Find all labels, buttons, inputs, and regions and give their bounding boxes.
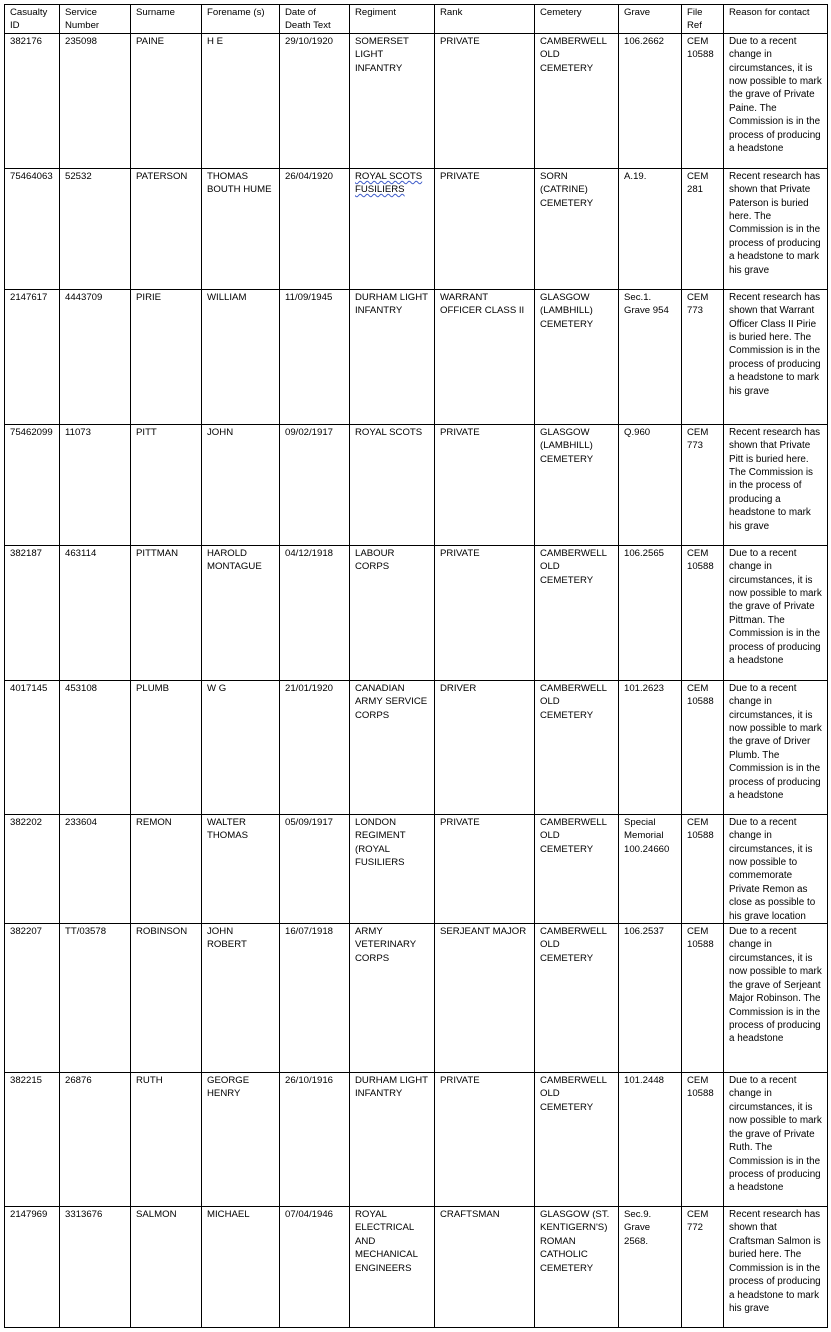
reason-cell: Recent research has shown that Craftsman Salmon is buried here. The Commission is in the process of producing a headstone to mark his grave — [724, 1207, 828, 1328]
grave-cell: Q.960 — [619, 424, 682, 545]
cemetery-cell: GLASGOW (LAMBHILL) CEMETERY — [535, 424, 619, 545]
grave-cell: 101.2448 — [619, 1073, 682, 1207]
table-row — [5, 680, 828, 814]
table-row — [5, 168, 828, 289]
header-surname: Surname — [131, 5, 202, 34]
header-casualty-id: Casualty ID — [5, 5, 60, 34]
rank-cell: DRIVER — [435, 680, 535, 814]
table-row — [5, 545, 828, 680]
reason-cell: Recent research has shown that Private Pitt is buried here. The Commission is in the process of producing a headstone to mark his grave — [724, 424, 828, 545]
file-ref-cell: CEM 10588 — [682, 33, 724, 168]
surname-cell: SALMON — [131, 1207, 202, 1328]
date-cell: 21/01/1920 — [280, 680, 350, 814]
regiment-cell — [350, 168, 435, 289]
rank-cell: SERJEANT MAJOR — [435, 924, 535, 1073]
date-cell: 07/04/1946 — [280, 1207, 350, 1328]
surname-cell: PITT — [131, 424, 202, 545]
forename-cell: GEORGE HENRY — [202, 1073, 280, 1207]
table-row — [5, 1207, 828, 1328]
surname-cell: RUTH — [131, 1073, 202, 1207]
reason-cell: Recent research has shown that Warrant Officer Class II Pirie is buried here. The Commission is in the process of producing a headstone to mark his grave — [724, 289, 828, 424]
header-grave: Grave — [619, 5, 682, 34]
regiment-text: ROYAL SCOTS FUSILIERS — [355, 170, 423, 196]
forename-cell: H E — [202, 33, 280, 168]
header-rank: Rank — [435, 5, 535, 34]
grave-cell: Sec.1. Grave 954 — [619, 289, 682, 424]
rank-cell: CRAFTSMAN — [435, 1207, 535, 1328]
regiment-cell: LABOUR CORPS — [350, 545, 435, 680]
date-cell: 29/10/1920 — [280, 33, 350, 168]
surname-cell: PLUMB — [131, 680, 202, 814]
service-number-cell: 3313676 — [60, 1207, 131, 1328]
regiment-cell: DURHAM LIGHT INFANTRY — [350, 1073, 435, 1207]
service-number-cell: TT/03578 — [60, 924, 131, 1073]
forename-cell: WALTER THOMAS — [202, 814, 280, 923]
regiment-cell: SOMERSET LIGHT INFANTRY — [350, 33, 435, 168]
file-ref-cell: CEM 773 — [682, 289, 724, 424]
reason-cell: Due to a recent change in circumstances, it is now possible to mark the grave of Private Ruth. The Commission is in the process of producing a headstone — [724, 1073, 828, 1207]
date-cell: 09/02/1917 — [280, 424, 350, 545]
header-service-number: Service Number — [60, 5, 131, 34]
file-ref-cell: CEM 773 — [682, 424, 724, 545]
grave-cell: A.19. — [619, 168, 682, 289]
cemetery-cell: CAMBERWELL OLD CEMETERY — [535, 814, 619, 923]
surname-cell: PAINE — [131, 33, 202, 168]
casualty-id-cell: 382176 — [5, 33, 60, 168]
casualty-id-cell: 75464063 — [5, 168, 60, 289]
grave-cell: 106.2565 — [619, 545, 682, 680]
header-reason-for-contact: Reason for contact — [724, 5, 828, 34]
regiment-cell: DURHAM LIGHT INFANTRY — [350, 289, 435, 424]
casualty-table — [4, 4, 828, 1328]
cemetery-cell: GLASGOW (ST. KENTIGERN'S) ROMAN CATHOLIC CEMETERY — [535, 1207, 619, 1328]
forename-cell: HAROLD MONTAGUE — [202, 545, 280, 680]
header-forename: Forename (s) — [202, 5, 280, 34]
cemetery-cell: GLASGOW (LAMBHILL) CEMETERY — [535, 289, 619, 424]
date-cell: 05/09/1917 — [280, 814, 350, 923]
rank-cell: PRIVATE — [435, 168, 535, 289]
grave-cell: 101.2623 — [619, 680, 682, 814]
header-row — [5, 5, 828, 34]
table-row — [5, 924, 828, 1073]
surname-cell: PIRIE — [131, 289, 202, 424]
service-number-cell: 453108 — [60, 680, 131, 814]
rank-cell: PRIVATE — [435, 33, 535, 168]
service-number-cell: 52532 — [60, 168, 131, 289]
casualty-id-cell: 382187 — [5, 545, 60, 680]
grave-cell: Special Memorial 100.24660 — [619, 814, 682, 923]
regiment-cell: CANADIAN ARMY SERVICE CORPS — [350, 680, 435, 814]
cemetery-cell: CAMBERWELL OLD CEMETERY — [535, 545, 619, 680]
grave-cell: 106.2662 — [619, 33, 682, 168]
forename-cell: WILLIAM — [202, 289, 280, 424]
reason-cell: Due to a recent change in circumstances, it is now possible to mark the grave of Private Pittman. The Commission is in the process of producing a headstone — [724, 545, 828, 680]
table-row — [5, 424, 828, 545]
rank-cell: PRIVATE — [435, 545, 535, 680]
table-row — [5, 33, 828, 168]
service-number-cell: 4443709 — [60, 289, 131, 424]
reason-cell: Due to a recent change in circumstances, it is now possible to commemorate Private Remon as close as possible to his grave location — [724, 814, 828, 923]
header-cemetery: Cemetery — [535, 5, 619, 34]
date-cell: 26/04/1920 — [280, 168, 350, 289]
file-ref-cell: CEM 10588 — [682, 814, 724, 923]
table-row — [5, 814, 828, 923]
rank-cell: PRIVATE — [435, 814, 535, 923]
header-regiment: Regiment — [350, 5, 435, 34]
date-cell: 16/07/1918 — [280, 924, 350, 1073]
casualty-id-cell: 4017145 — [5, 680, 60, 814]
cemetery-cell: CAMBERWELL OLD CEMETERY — [535, 924, 619, 1073]
rank-cell: WARRANT OFFICER CLASS II — [435, 289, 535, 424]
regiment-cell: ROYAL ELECTRICAL AND MECHANICAL ENGINEERS — [350, 1207, 435, 1328]
cemetery-cell: CAMBERWELL OLD CEMETERY — [535, 1073, 619, 1207]
surname-cell: PITTMAN — [131, 545, 202, 680]
file-ref-cell: CEM 10588 — [682, 1073, 724, 1207]
file-ref-cell: CEM 10588 — [682, 545, 724, 680]
casualty-id-cell: 382207 — [5, 924, 60, 1073]
surname-cell: PATERSON — [131, 168, 202, 289]
service-number-cell: 26876 — [60, 1073, 131, 1207]
cemetery-cell: CAMBERWELL OLD CEMETERY — [535, 33, 619, 168]
cemetery-cell: SORN (CATRINE) CEMETERY — [535, 168, 619, 289]
service-number-cell: 11073 — [60, 424, 131, 545]
surname-cell: ROBINSON — [131, 924, 202, 1073]
date-cell: 04/12/1918 — [280, 545, 350, 680]
forename-cell: THOMAS BOUTH HUME — [202, 168, 280, 289]
casualty-id-cell: 382215 — [5, 1073, 60, 1207]
rank-cell: PRIVATE — [435, 1073, 535, 1207]
file-ref-cell: CEM 10588 — [682, 680, 724, 814]
casualty-id-cell: 2147969 — [5, 1207, 60, 1328]
grave-cell: Sec.9. Grave 2568. — [619, 1207, 682, 1328]
file-ref-cell: CEM 281 — [682, 168, 724, 289]
forename-cell: JOHN ROBERT — [202, 924, 280, 1073]
forename-cell: W G — [202, 680, 280, 814]
date-cell: 11/09/1945 — [280, 289, 350, 424]
file-ref-cell: CEM 10588 — [682, 924, 724, 1073]
reason-cell: Due to a recent change in circumstances, it is now possible to mark the grave of Serjeant Major Robinson. The Commission is in the process of producing a headstone — [724, 924, 828, 1073]
grave-cell: 106.2537 — [619, 924, 682, 1073]
reason-cell: Due to a recent change in circumstances, it is now possible to mark the grave of Driver Plumb. The Commission is in the process of producing a headstone — [724, 680, 828, 814]
rank-cell: PRIVATE — [435, 424, 535, 545]
reason-cell: Due to a recent change in circumstances, it is now possible to mark the grave of Private Paine. The Commission is in the process of producing a headstone — [724, 33, 828, 168]
surname-cell: REMON — [131, 814, 202, 923]
forename-cell: MICHAEL — [202, 1207, 280, 1328]
regiment-cell: ROYAL SCOTS — [350, 424, 435, 545]
service-number-cell: 233604 — [60, 814, 131, 923]
regiment-cell: LONDON REGIMENT (ROYAL FUSILIERS — [350, 814, 435, 923]
service-number-cell: 463114 — [60, 545, 131, 680]
casualty-id-cell: 2147617 — [5, 289, 60, 424]
service-number-cell: 235098 — [60, 33, 131, 168]
forename-cell: JOHN — [202, 424, 280, 545]
cemetery-cell: CAMBERWELL OLD CEMETERY — [535, 680, 619, 814]
file-ref-cell: CEM 772 — [682, 1207, 724, 1328]
header-date-of-death: Date of Death Text — [280, 5, 350, 34]
reason-cell: Recent research has shown that Private Paterson is buried here. The Commission is in the process of producing a headstone to mark his grave — [724, 168, 828, 289]
table-row — [5, 1073, 828, 1207]
header-file-ref: File Ref — [682, 5, 724, 34]
casualty-id-cell: 75462099 — [5, 424, 60, 545]
table-row — [5, 289, 828, 424]
date-cell: 26/10/1916 — [280, 1073, 350, 1207]
casualty-id-cell: 382202 — [5, 814, 60, 923]
regiment-cell: ARMY VETERINARY CORPS — [350, 924, 435, 1073]
